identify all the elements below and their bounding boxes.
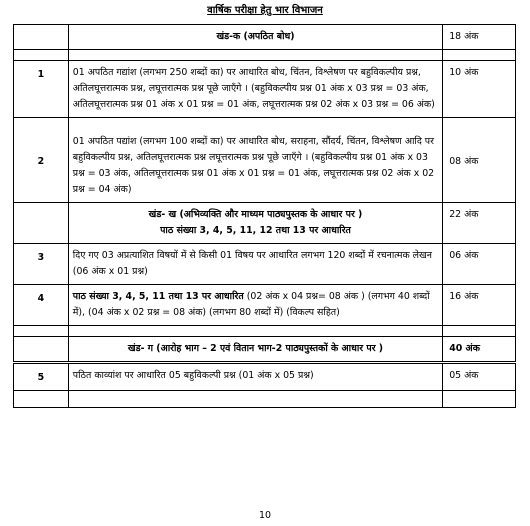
question-text-bold: पाठ संख्या 3, 4, 5, 11 तथा 13 पर आधारित [72, 291, 244, 302]
section-c-row [14, 337, 516, 363]
page-title: वार्षिक परीक्षा हेतु भार विभाजन [207, 5, 323, 16]
question-marks: 06 अंक [443, 244, 516, 285]
question-marks: 08 अंक [443, 118, 516, 203]
question-marks: 10 अंक [443, 61, 516, 118]
section-b-title: खंड- ख (अभिव्यक्ति और माध्यम पाठ्यपुस्तक के आधार पर ) [148, 209, 363, 220]
section-b-row [14, 203, 516, 244]
section-a-marks: 18 अंक [443, 25, 516, 50]
question-number: 3 [14, 244, 69, 285]
question-row-2 [14, 118, 516, 203]
section-c-marks: 40 अंक [443, 337, 516, 363]
question-text-rest: (02 अंक x 04 प्रश्न= 08 अंक ) (लगभग 40 शब्दों में), (04 अंक x 02 प्रश्न = 08 अंक) (लगभग 80 शब्दों में) (विकल्प सहित) [72, 291, 430, 318]
question-row-1 [14, 61, 516, 118]
question-number: 5 [14, 363, 69, 391]
question-marks: 05 अंक [443, 363, 516, 391]
question-number: 2 [14, 118, 69, 203]
page-number: 10 [258, 510, 272, 521]
section-c-title: खंड- ग (आरोह भाग – 2 एवं वितान भाग-2 पाठ्यपुस्तकों के आधार पर ) [68, 337, 442, 363]
marks-distribution-table [13, 24, 516, 408]
section-a-row [14, 25, 516, 50]
question-row-3 [14, 244, 516, 285]
blank-row [14, 326, 516, 337]
question-text: 01 अपठित पद्यांश (लगभग 100 शब्दों का) पर आधारित बोध, सराहना, सौंदर्य, चिंतन, विश्लेषण आदि पर बहुविकल्पीय प्रश्न, अतिलघूत्तरात्मक प्रश्न लघूत्तरात्मक प्रश्न पूछे जाएँगे । (बहुविकल्पीय प्रश्न 01 अंक x 03 प्रश्न = 03 अंक, अतिलघूत्तरात्मक प्रश्न 01 अंक x 01 प्रश्न = 01 अंक, लघूत्तरात्मक प्रश्न 02 अंक x 02 प्रश्न = 04 अंक) [68, 118, 442, 203]
section-a-title: खंड-क (अपठित बोध) [68, 25, 442, 50]
question-marks: 16 अंक [443, 285, 516, 326]
blank-row [14, 391, 516, 408]
question-row-4 [14, 285, 516, 326]
section-b-subtitle: पाठ संख्या 3, 4, 5, 11, 12 तथा 13 पर आधारित [160, 225, 351, 236]
section-b-marks: 22 अंक [443, 203, 516, 244]
blank-row [14, 50, 516, 61]
question-row-5 [14, 363, 516, 391]
question-text: दिए गए 03 अप्रत्याशित विषयों में से किसी 01 विषय पर आधारित लगभग 120 शब्दों में रचनात्मक लेखन (06 अंक x 01 प्रश्न) [68, 244, 442, 285]
question-text: 01 अपठित गद्यांश (लगभग 250 शब्दों का) पर आधारित बोध, चिंतन, विश्लेषण पर बहुविकल्पीय प्रश्न, अतिलघूत्तरात्मक प्रश्न, लघूत्तरात्मक प्रश्न पूछे जाएँगे । (बहुविकल्पीय प्रश्न 01 अंक x 03 प्रश्न = 03 अंक, अतिलघूत्तरात्मक प्रश्न 01 अंक x 01 प्रश्न = 01 अंक, लघूत्तरात्मक प्रश्न 02 अंक x 03 प्रश्न = 06 अंक) [68, 61, 442, 118]
question-text [68, 285, 442, 326]
question-text: पठित काव्यांश पर आधारित 05 बहुविकल्पी प्रश्न (01 अंक x 05 प्रश्न) [68, 363, 442, 391]
question-number: 1 [14, 61, 69, 118]
question-number: 4 [14, 285, 69, 326]
